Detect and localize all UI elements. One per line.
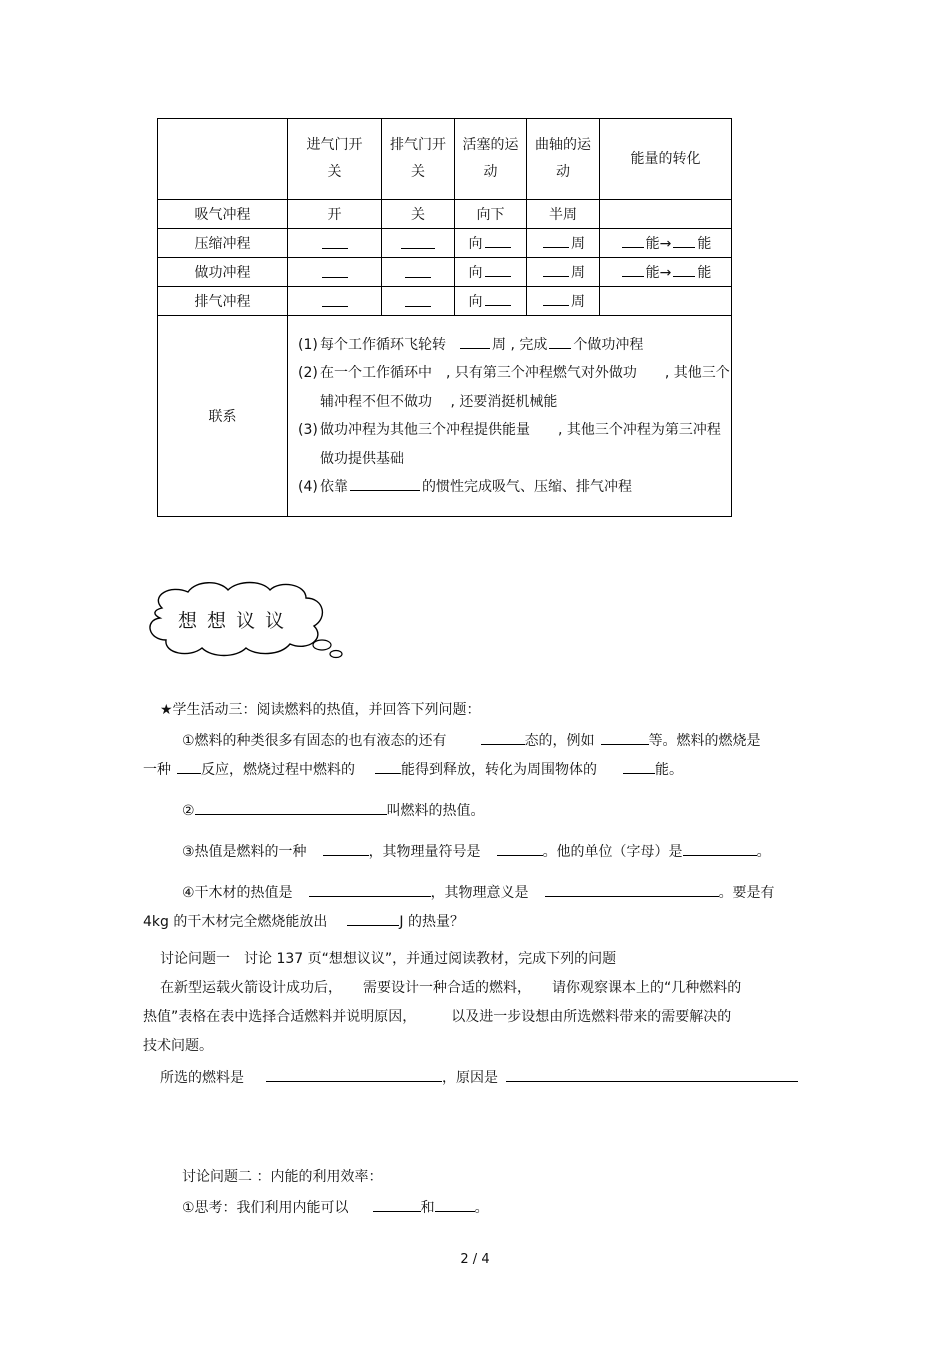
cell-energy xyxy=(600,200,732,229)
cell-intake-blank[interactable] xyxy=(288,287,382,316)
lianxi-item-2: (2) 在一个工作循环中 , 只有第三个冲程燃气对外做功 , 其他三个辅冲程不但不做功 , 还要消挺机械能 xyxy=(298,365,730,410)
cell-crank: 半周 xyxy=(527,200,600,229)
reason-blank[interactable] xyxy=(506,1066,798,1082)
lianxi-item-3: (3) 做功冲程为其他三个冲程提供能量 , 其他三个冲程为第三冲程做功提供基础 xyxy=(298,422,721,467)
cell-crank[interactable]: 周 xyxy=(527,229,600,258)
q3-line: ③热值是燃料的一种 ，其物理量符号是 。他的单位（字母）是 。 xyxy=(182,840,771,862)
cloud-heading xyxy=(140,578,350,663)
cell-energy[interactable]: 能→ 能 xyxy=(600,258,732,287)
lianxi-item-4: (4) 依靠 的惯性完成吸气、压缩、排气冲程 xyxy=(298,473,731,502)
table-row xyxy=(158,200,732,229)
table-row xyxy=(158,229,732,258)
lianxi-label: 联系 xyxy=(158,316,288,517)
table-row xyxy=(158,258,732,287)
lianxi-item-1: (1) 每个工作循环飞轮转 周 , 完成 个做功冲程 xyxy=(298,331,731,360)
lianxi-content xyxy=(288,316,732,517)
cell-crank[interactable]: 周 xyxy=(527,287,600,316)
header-intake-valve: 进气门开 关 xyxy=(288,119,382,200)
lianxi-row xyxy=(158,316,732,517)
cell-piston[interactable]: 向 xyxy=(455,287,527,316)
discussion2-title: 讨论问题二 ：内能的利用效率： xyxy=(182,1169,383,1185)
table-header-row xyxy=(158,119,732,200)
cell-crank[interactable]: 周 xyxy=(527,258,600,287)
discussion1-line2: 热值”表格在表中选择合适燃料并说明原因， 以及进一步设想由所选燃料带来的需要解决的 xyxy=(143,1009,732,1025)
cell-exhaust-blank[interactable] xyxy=(382,229,455,258)
cloud-title: 想 想 议 议 xyxy=(178,610,287,632)
q4-line-2: 4kg 的干木材完全燃烧能放出 J 的热量？ xyxy=(143,910,464,932)
header-cell-empty xyxy=(158,119,288,200)
discussion1-line1: 在新型运载火箭设计成功后， 需要设计一种合适的燃料， 请你观察课本上的“几种燃料的 xyxy=(160,980,742,996)
fuel-blank[interactable] xyxy=(266,1066,442,1082)
cell-exhaust-blank[interactable] xyxy=(382,287,455,316)
q4-line-1: ④干木材的热值是 ，其物理意义是 。要是有 xyxy=(182,881,775,903)
cell-energy[interactable]: 能→ 能 xyxy=(600,229,732,258)
row-name: 做功冲程 xyxy=(158,258,288,287)
q1-line-1: ①燃料的种类很多有固态的也有液态的还有 态的，例如 等。燃料的燃烧是 xyxy=(182,729,761,751)
table-row xyxy=(158,287,732,316)
q1-line-2: 一种 反应，燃烧过程中燃料的 能得到释放，转化为周围物体的 能。 xyxy=(143,758,683,780)
cell-piston: 向下 xyxy=(455,200,527,229)
cell-piston[interactable]: 向 xyxy=(455,258,527,287)
discussion1-line3: 技术问题。 xyxy=(143,1038,213,1054)
cell-intake-blank[interactable] xyxy=(288,258,382,287)
header-exhaust-valve: 排气门开 关 xyxy=(382,119,455,200)
q2-line: ② 叫燃料的热值。 xyxy=(182,799,485,821)
header-energy: 能量的转化 xyxy=(600,119,732,200)
row-name: 吸气冲程 xyxy=(158,200,288,229)
cell-intake: 开 xyxy=(288,200,382,229)
cell-exhaust: 关 xyxy=(382,200,455,229)
cell-energy xyxy=(600,287,732,316)
header-piston: 活塞的运 动 xyxy=(455,119,527,200)
cell-intake-blank[interactable] xyxy=(288,229,382,258)
stroke-table xyxy=(157,118,732,517)
activity-heading: ★学生活动三：阅读燃料的热值，并回答下列问题： xyxy=(160,702,481,718)
fuel-answer-line: 所选的燃料是 ，原因是 xyxy=(160,1066,798,1088)
row-name: 排气冲程 xyxy=(158,287,288,316)
row-name: 压缩冲程 xyxy=(158,229,288,258)
discussion1-title: 讨论问题一 讨论 137 页“想想议议”，并通过阅读教材，完成下列的问题 xyxy=(160,951,617,967)
page-number: 2 / 4 xyxy=(460,1252,490,1267)
discussion2-question: ①思考：我们利用内能可以 和 。 xyxy=(182,1196,489,1218)
cell-exhaust-blank[interactable] xyxy=(382,258,455,287)
header-crank: 曲轴的运 动 xyxy=(527,119,600,200)
cell-piston[interactable]: 向 xyxy=(455,229,527,258)
